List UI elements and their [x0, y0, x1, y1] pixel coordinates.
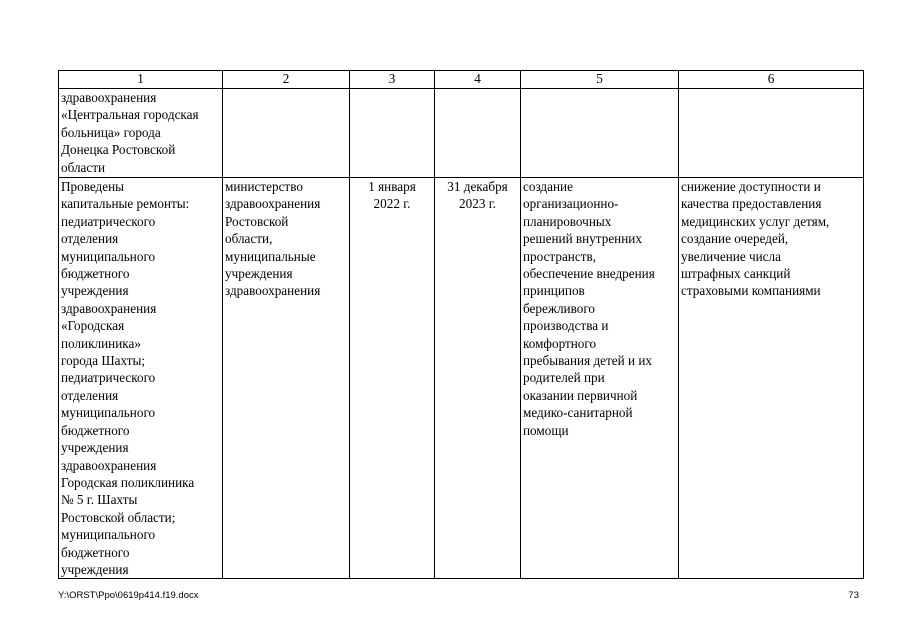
- footer-file-path: Y:\ORST\Ppo\0619p414.f19.docx: [58, 590, 199, 601]
- row1-cell-6: [679, 89, 864, 178]
- header-cell-5: 5: [521, 71, 679, 89]
- header-cell-1: 1: [59, 71, 223, 89]
- row2-cell-5: создание организационно- планировочных решений внутренних пространств, обеспечение внедрения принципов бережливого производства и комфортного пребывания детей и их родителей при оказании первичной медико-санитарной помощи: [521, 178, 679, 579]
- row2-cell-2: министерство здравоохранения Ростовской области, муниципальные учреждения здравоохранения: [223, 178, 350, 579]
- row1-cell-2: [223, 89, 350, 178]
- row1-cell-1: здравоохранения «Центральная городская больница» города Донецка Ростовской области: [59, 89, 223, 178]
- header-cell-3: 3: [350, 71, 435, 89]
- document-table: [58, 70, 864, 579]
- header-cell-4: 4: [435, 71, 521, 89]
- header-cell-2: 2: [223, 71, 350, 89]
- row2-cell-1: Проведены капитальные ремонты: педиатрического отделения муниципального бюджетного учреждения здравоохранения «Городская поликлиника» города Шахты; педиатрического отделения муниципального бюджетного учреждения здравоохранения Городская поликлиника № 5 г. Шахты Ростовской области; муниципального бюджетного учреждения: [59, 178, 223, 579]
- row1-cell-4: [435, 89, 521, 178]
- page-number: 73: [848, 590, 859, 601]
- row2-cell-6: снижение доступности и качества предоставления медицинских услуг детям, создание очередей, увеличение числа штрафных санкций страховыми компаниями: [679, 178, 864, 579]
- table-row: [59, 178, 864, 579]
- row1-cell-3: [350, 89, 435, 178]
- table-header-row: [59, 71, 864, 89]
- table-row: [59, 89, 864, 178]
- header-cell-6: 6: [679, 71, 864, 89]
- row1-cell-5: [521, 89, 679, 178]
- row2-cell-3: 1 января 2022 г.: [350, 178, 435, 579]
- row2-cell-4: 31 декабря 2023 г.: [435, 178, 521, 579]
